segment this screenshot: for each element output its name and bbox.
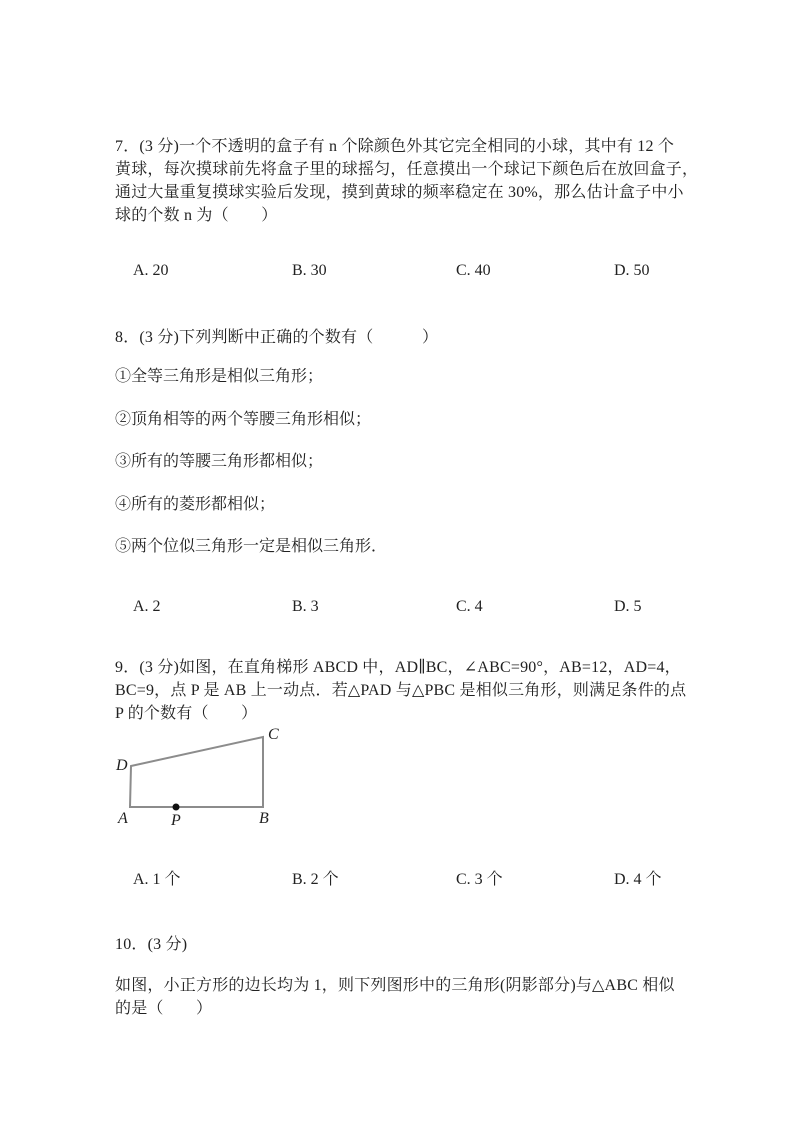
question-8-statement-5: ⑤两个位似三角形一定是相似三角形． xyxy=(115,538,388,555)
question-8-header: 8．(3 分)下列判断中正确的个数有（ ） xyxy=(115,329,439,346)
question-8-options xyxy=(0,597,793,619)
question-10-text xyxy=(115,974,715,1020)
question-7-option-b: B. 30 xyxy=(292,262,327,279)
point-p-dot xyxy=(173,804,180,811)
question-10-line-2: 如图，小正方形的边长均为 1，则下列图形中的三角形(阴影部分)与△ABC 相似 xyxy=(115,977,675,994)
point-label-p: P xyxy=(171,812,181,829)
question-7-option-c: C. 40 xyxy=(456,262,491,279)
question-10-number xyxy=(115,933,715,956)
question-7-line-2: 黄球，每次摸球前先将盒子里的球摇匀，任意摸出一个球记下颜色后在放回盒子， xyxy=(115,161,699,178)
question-9-option-c: C. 3 个 xyxy=(456,871,503,888)
question-8-option-c: C. 4 xyxy=(456,598,483,615)
question-9-line-1: 9．(3 分)如图，在直角梯形 ABCD 中，AD∥BC，∠ABC=90°，AB=12，AD=4， xyxy=(115,659,681,676)
question-7-line-1: 7．(3 分)一个不透明的盒子有 n 个除颜色外其它完全相同的小球，其中有 12 个 xyxy=(115,138,675,155)
question-8-option-d: D. 5 xyxy=(614,598,642,615)
question-7-options xyxy=(0,261,793,283)
question-8-statement-2: ②顶角相等的两个等腰三角形相似； xyxy=(115,411,372,428)
question-9-option-b: B. 2 个 xyxy=(292,871,339,888)
question-8-option-b: B. 3 xyxy=(292,598,319,615)
question-9-text xyxy=(115,656,715,725)
question-7-text xyxy=(115,135,715,227)
question-8-text xyxy=(115,326,715,349)
vertex-label-d: D xyxy=(116,757,128,774)
question-7-option-d: D. 50 xyxy=(614,262,650,279)
question-7-line-3: 通过大量重复摸球实验后发现，摸到黄球的频率稳定在 30%，那么估计盒子中小 xyxy=(115,184,684,201)
question-9-options xyxy=(0,870,793,892)
question-8-statement-3: ③所有的等腰三角形都相似； xyxy=(115,453,324,470)
question-9-line-2: BC=9，点 P 是 AB 上一动点．若△PAD 与△PBC 是相似三角形，则满足条件的点 xyxy=(115,682,687,699)
vertex-label-c: C xyxy=(268,726,279,743)
vertex-label-b: B xyxy=(259,810,269,827)
vertex-label-a: A xyxy=(118,810,128,827)
question-8-statement-1: ①全等三角形是相似三角形； xyxy=(115,368,324,385)
question-8-option-a: A. 2 xyxy=(133,598,161,615)
question-10-line-1: 10．(3 分) xyxy=(115,936,188,953)
question-7-line-4: 球的个数 n 为（ ） xyxy=(115,207,278,224)
question-9-line-3: P 的个数有（ ） xyxy=(115,705,258,722)
question-9-option-a: A. 1 个 xyxy=(133,871,181,888)
question-8-statement-4: ④所有的菱形都相似； xyxy=(115,496,276,513)
trapezoid-outline xyxy=(130,737,263,807)
question-10-line-3: 的是（ ） xyxy=(115,1000,213,1017)
question-9-option-d: D. 4 个 xyxy=(614,871,662,888)
question-9-trapezoid-figure xyxy=(110,720,295,832)
question-7-option-a: A. 20 xyxy=(133,262,169,279)
